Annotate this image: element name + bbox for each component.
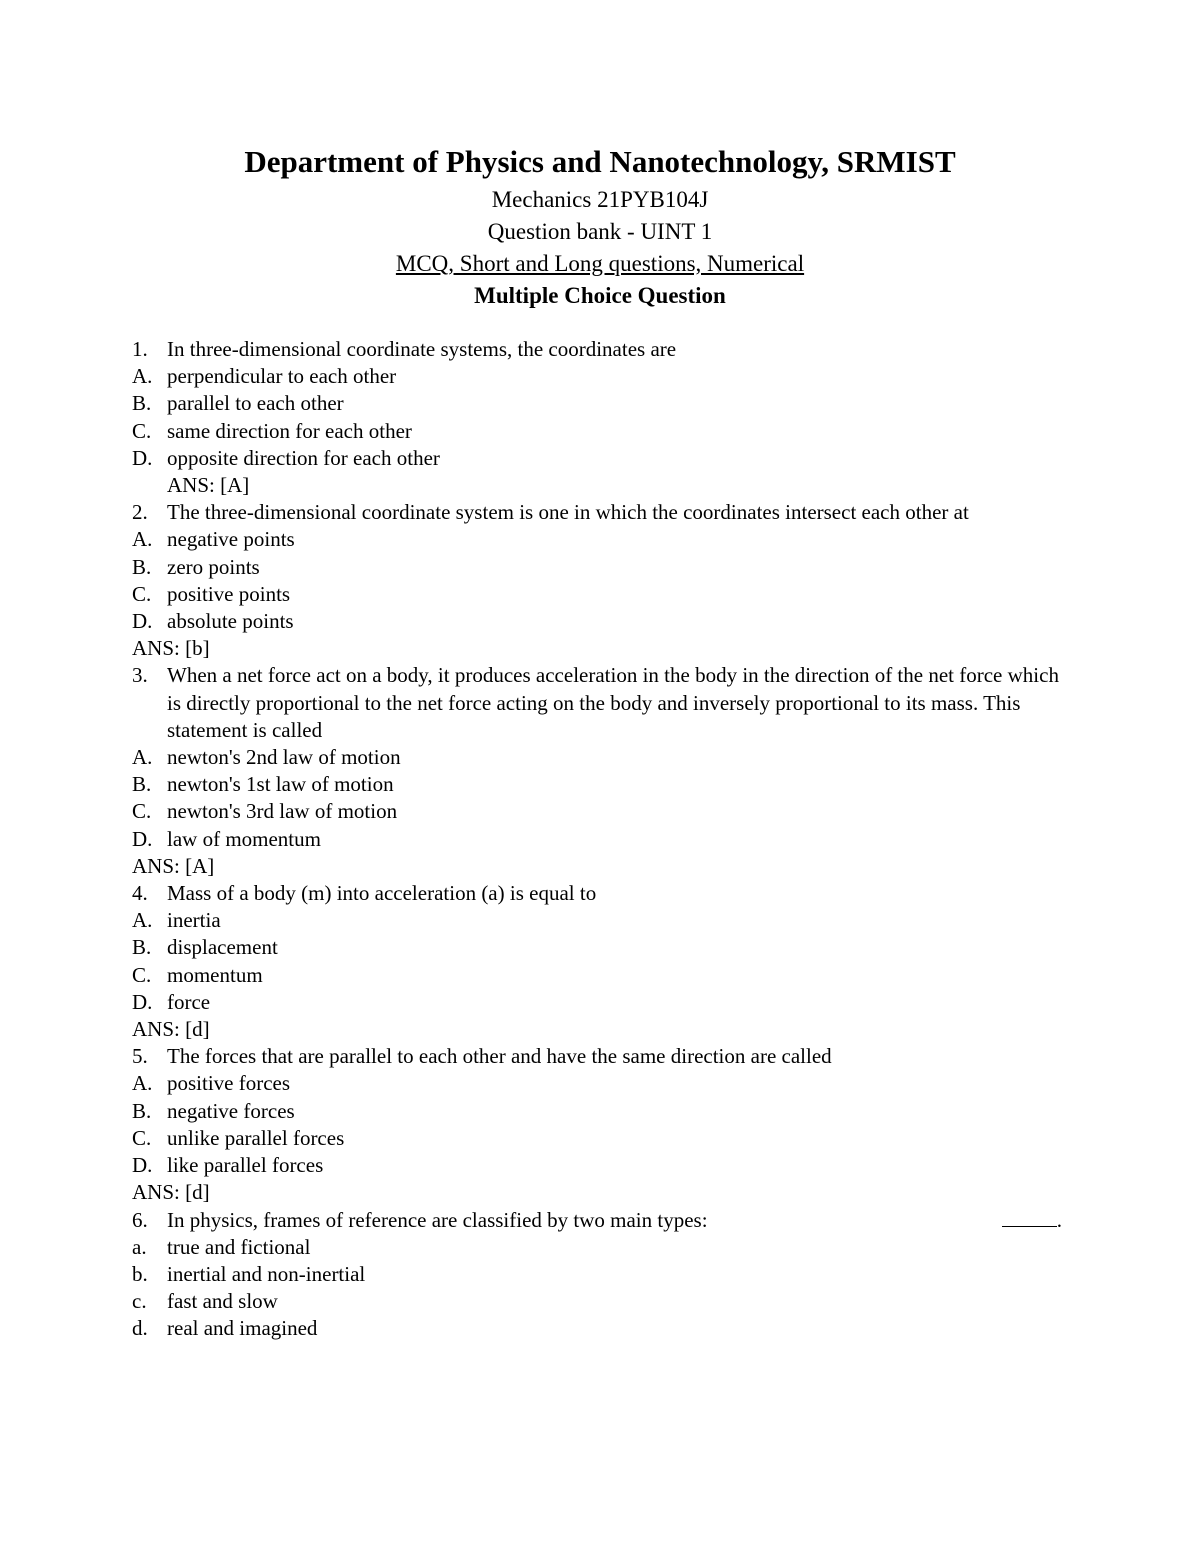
option-item [132,934,1062,961]
option-text: parallel to each other [167,391,344,416]
answer-line: ANS: [d] [132,1017,210,1042]
option-item [132,363,1062,390]
option-text: positive points [167,581,291,606]
department-title: Department of Physics and Nanotechnology, SRMIST [244,144,956,179]
question-item [132,662,1062,744]
question-number: 1. [132,337,148,361]
section-heading: Multiple Choice Question [474,283,726,308]
option-item [132,744,1062,771]
option-letter: C. [132,799,152,824]
option-item [132,554,1062,581]
option-text: negative forces [167,1098,295,1123]
option-letter: D. [132,989,153,1014]
question-number: 2. [132,500,148,525]
question-number: 4. [132,881,148,906]
option-text: like parallel forces [167,1153,324,1178]
option-letter: A. [132,527,153,552]
question-text: In three-dimensional coordinate systems, the coordinates are [167,337,677,361]
option-item [132,1070,1062,1097]
question-text: Mass of a body (m) into acceleration (a) is equal to [167,881,597,906]
option-letter: D. [132,826,153,851]
question-number: 6. [132,1207,148,1232]
option-text: unlike parallel forces [167,1125,345,1150]
option-item [132,1098,1062,1125]
option-letter: A. [132,745,153,770]
option-item [132,1261,1062,1288]
option-item [132,1234,1062,1261]
question-text: When a net force act on a body, it produces acceleration in the body in the direction of the net force which is directly proportional to the net force acting on the body and inversely proportional to its mass. This statement is called [167,663,1059,742]
option-item [132,907,1062,934]
question-list [132,336,1062,1343]
question-item [132,1043,1062,1070]
option-item [132,1152,1062,1179]
document-header [0,140,1200,312]
option-item [132,445,1062,472]
option-text: negative points [167,527,295,552]
option-letter: B. [132,1098,152,1123]
question-item [132,1207,1062,1234]
option-item [132,826,1062,853]
answer-line: ANS: [A] [167,473,250,498]
option-text: fast and slow [167,1289,278,1314]
option-letter: c. [132,1289,147,1314]
question-scope-heading: MCQ, Short and Long questions, Numerical [395,251,805,276]
option-letter: D. [132,445,153,470]
question-number: 5. [132,1044,148,1069]
question-item [132,336,1062,363]
option-item [132,418,1062,445]
option-letter: C. [132,1125,152,1150]
option-text: inertial and non-inertial [167,1261,366,1286]
option-letter: C. [132,418,152,443]
option-item [132,1125,1062,1152]
option-item [132,1288,1062,1315]
question-text: The forces that are parallel to each other and have the same direction are called [167,1044,832,1069]
option-letter: d. [132,1316,148,1341]
option-letter: A. [132,364,153,389]
question-text: The three-dimensional coordinate system is one in which the coordinates intersect each other at [167,500,969,525]
question-item [132,499,1062,526]
option-letter: C. [132,581,152,606]
option-text: newton's 3rd law of motion [167,799,398,824]
option-letter: D. [132,1153,153,1178]
option-item [132,771,1062,798]
option-letter: a. [132,1234,147,1259]
option-text: zero points [167,554,260,579]
answer-line: ANS: [b] [132,636,210,661]
option-text: absolute points [167,609,294,634]
option-item [132,390,1062,417]
answer-line: ANS: [A] [132,853,215,878]
question-bank-title: Question bank - UINT 1 [487,219,713,244]
question-text: In physics, frames of reference are classified by two main types: [167,1207,708,1232]
option-letter: D. [132,609,153,634]
option-letter: B. [132,772,152,797]
option-text: law of momentum [167,826,321,851]
answer-blank: . [1002,1207,1062,1234]
option-item [132,608,1062,635]
option-text: real and imagined [167,1316,318,1341]
option-item [132,962,1062,989]
option-item [132,1315,1062,1342]
option-text: true and fictional [167,1234,311,1259]
option-letter: B. [132,391,152,416]
option-item [132,526,1062,553]
option-letter: A. [132,908,153,933]
option-letter: C. [132,962,152,987]
option-item [132,989,1062,1016]
question-item [132,880,1062,907]
option-text: positive forces [167,1071,291,1096]
question-number: 3. [132,663,148,688]
option-text: same direction for each other [167,418,412,443]
option-item [132,798,1062,825]
option-text: momentum [167,962,263,987]
option-text: newton's 2nd law of motion [167,745,401,770]
course-title: Mechanics 21PYB104J [491,187,709,212]
option-text: force [167,989,211,1014]
option-text: displacement [167,935,278,960]
option-item [132,581,1062,608]
option-text: opposite direction for each other [167,445,440,470]
option-letter: B. [132,554,152,579]
option-letter: B. [132,935,152,960]
answer-line: ANS: [d] [132,1180,210,1205]
option-letter: b. [132,1261,148,1286]
option-letter: A. [132,1071,153,1096]
option-text: newton's 1st law of motion [167,772,394,797]
option-text: inertia [167,908,221,933]
option-text: perpendicular to each other [167,364,397,389]
